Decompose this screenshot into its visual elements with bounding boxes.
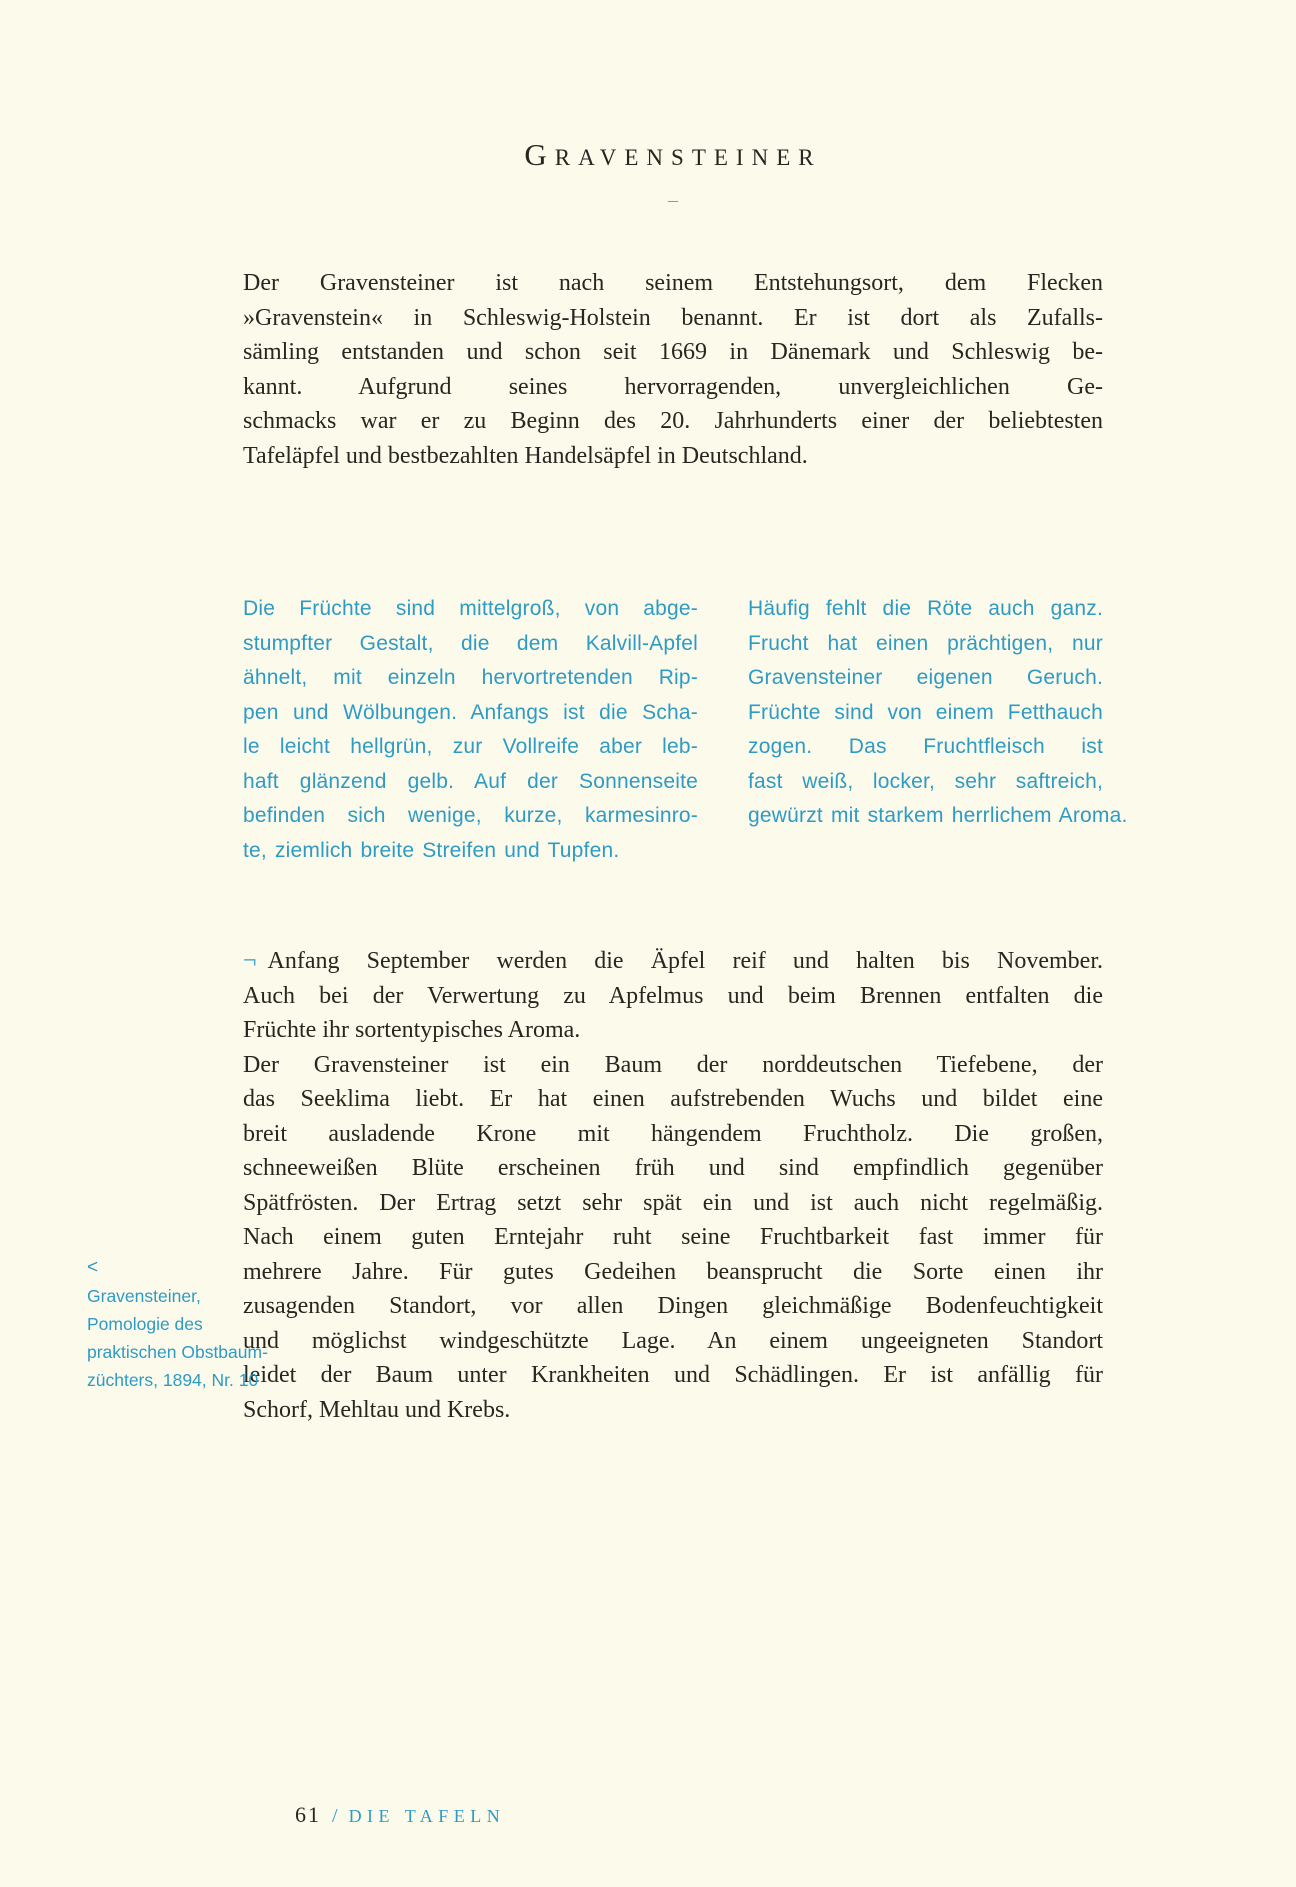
text-line: te, ziemlich breite Streifen und Tupfen. (243, 838, 620, 862)
text-line: schneeweißen Blüte erscheinen früh und sind empfindlich gegenüber (243, 1155, 1103, 1181)
text-line: Der Gravensteiner ist nach seinem Entstehungsort, dem Flecken (243, 270, 1103, 296)
page-number: 61 (295, 1802, 321, 1827)
text-line: breit ausladende Krone mit hängendem Fruchtholz. Die großen, (243, 1120, 1103, 1147)
margin-note-line: züchters, 1894, Nr. 10 (87, 1370, 259, 1390)
text-line: Gravensteiner eigenen Geruch. (748, 666, 1103, 689)
text-line: pen und Wölbungen. Anfangs ist die Scha- (243, 700, 698, 724)
text-line-content: Anfang September werden die Äpfel reif und halten bis November. (267, 948, 1103, 974)
main-body-text (243, 944, 1103, 1427)
fruit-description-column-right (748, 592, 1128, 834)
margin-note-text (87, 1282, 268, 1394)
text-line: Die Früchte sind mittelgroß, von abge- (243, 597, 698, 620)
fruit-description-column-left (243, 592, 698, 868)
text-line: das Seeklima liebt. Er hat einen aufstrebenden Wuchs und bildet eine (243, 1086, 1103, 1112)
text-line: zusagenden Standort, vor allen Dingen gleichmäßige Bodenfeuchtigkeit (243, 1293, 1103, 1319)
text-line: befinden sich wenige, kurze, karmesinro- (243, 804, 698, 827)
page-title: GRAVENSTEINER (524, 137, 822, 172)
text-line: le leicht hellgrün, zur Vollreife aber leb- (243, 735, 698, 758)
margin-note-line: praktischen Obstbaum- (87, 1342, 268, 1362)
text-line: sämling entstanden und schon seit 1669 in Dänemark und Schleswig be- (243, 339, 1103, 365)
text-line: zogen. Das Fruchtfleisch ist (748, 735, 1103, 758)
text-line: »Gravenstein« in Schleswig-Holstein benannt. Er ist dort als Zufalls- (243, 304, 1103, 331)
margin-note-line: Gravensteiner, (87, 1286, 201, 1306)
text-line: ähnelt, mit einzeln hervortretenden Rip- (243, 666, 698, 689)
text-line: Nach einem guten Erntejahr ruht seine Fruchtbarkeit fast immer für (243, 1224, 1103, 1250)
text-line: kannt. Aufgrund seines hervorragenden, unvergleichlichen Ge- (243, 373, 1103, 400)
text-line: mehrere Jahre. Für gutes Gedeihen beansprucht die Sorte einen ihr (243, 1258, 1103, 1285)
paragraph-ripening (243, 979, 1103, 1048)
text-line: Frucht hat einen prächtigen, nur (748, 631, 1103, 655)
text-line: Früchte ihr sortentypisches Aroma. (243, 1017, 581, 1043)
text-line (243, 944, 1103, 979)
text-line: Häufig fehlt die Röte auch ganz. (748, 597, 1103, 620)
title-divider-dash: – (668, 189, 678, 211)
text-line: Spätfrösten. Der Ertrag setzt sehr spät ein und ist auch nicht regelmäßig. (243, 1189, 1103, 1216)
text-line: Der Gravensteiner ist ein Baum der norddeutschen Tiefebene, der (243, 1051, 1103, 1078)
text-line: stumpfter Gestalt, die dem Kalvill-Apfel (243, 631, 698, 655)
text-line: haft glänzend gelb. Auf der Sonnenseite (243, 769, 698, 793)
text-line: Schorf, Mehltau und Krebs. (243, 1396, 511, 1423)
text-line: Tafeläpfel und bestbezahlten Handelsäpfel in Deutschland. (243, 442, 808, 469)
text-line: leidet der Baum unter Krankheiten und Schädlingen. Er ist anfällig für (243, 1362, 1103, 1388)
back-reference-arrow-icon: < (87, 1257, 99, 1278)
paragraph-marker-icon: ¬ (243, 948, 257, 974)
margin-note-line: Pomologie des (87, 1314, 203, 1334)
text-line: gewürzt mit starkem herrlichem Aroma. (748, 804, 1128, 827)
text-line: und möglichst windgeschützte Lage. An einem ungeeigneten Standort (243, 1327, 1103, 1354)
footer-separator: / (332, 1805, 338, 1827)
text-line: schmacks war er zu Beginn des 20. Jahrhunderts einer der beliebtesten (243, 408, 1103, 434)
section-title: DIE TAFELN (348, 1806, 506, 1826)
paragraph-tree (243, 1048, 1103, 1428)
text-line: Auch bei der Verwertung zu Apfelmus und beim Brennen entfalten die (243, 982, 1103, 1009)
intro-paragraph (243, 266, 1103, 473)
page-footer (295, 1802, 505, 1828)
text-line: Früchte sind von einem Fetthauch (748, 700, 1103, 724)
text-line: fast weiß, locker, sehr saftreich, (748, 769, 1103, 793)
margin-note (87, 1254, 268, 1394)
